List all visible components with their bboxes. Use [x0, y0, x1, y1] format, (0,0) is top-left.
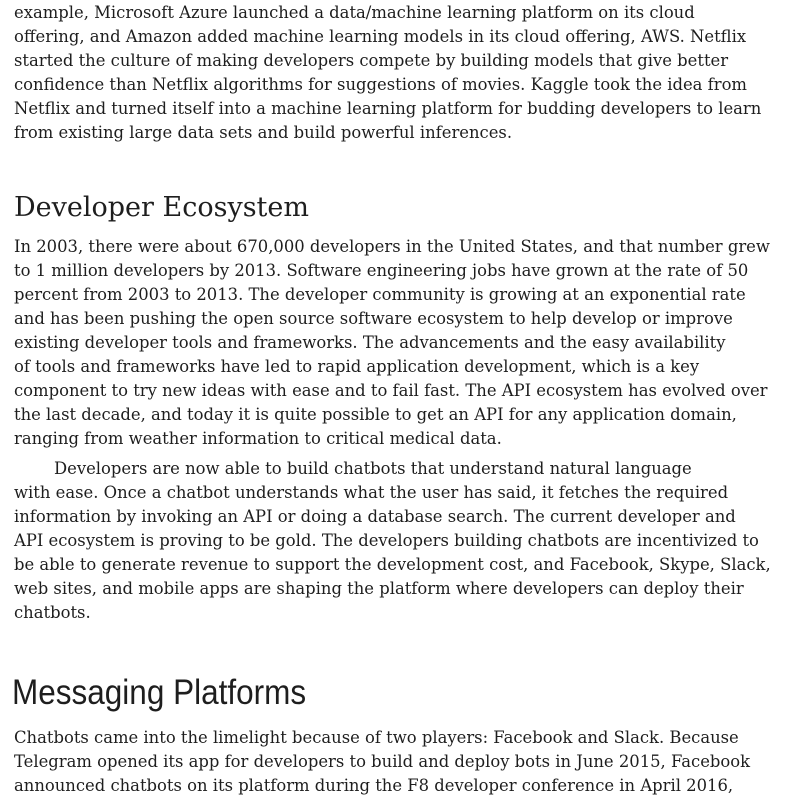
text-line: information by invoking an API or doing a database search. The current developer and: [14, 507, 736, 526]
text-line: component to try new ideas with ease and to fail fast. The API ecosystem has evolved over: [14, 381, 768, 400]
text-line: Chatbots came into the limelight because of two players: Facebook and Slack. Because: [14, 728, 739, 747]
text-line: web sites, and mobile apps are shaping the platform where developers can deploy their: [14, 579, 744, 598]
text-line: to 1 million developers by 2013. Software engineering jobs have grown at the rate of 50: [14, 261, 749, 280]
text-line: Netflix and turned itself into a machine learning platform for budding developers to learn: [14, 99, 762, 118]
text-line: percent from 2003 to 2013. The developer community is growing at an exponential rate: [14, 285, 746, 304]
text-line: In 2003, there were about 670,000 developers in the United States, and that number grew: [14, 237, 770, 256]
section-heading-messaging-platforms: Messaging Platforms: [12, 673, 307, 712]
text-line: the last decade, and today it is quite possible to get an API for any application domain,: [14, 405, 737, 424]
text-line: API ecosystem is proving to be gold. The developers building chatbots are incentivized to: [14, 531, 759, 550]
text-line: ranging from weather information to critical medical data.: [14, 429, 502, 448]
text-line: from existing large data sets and build powerful inferences.: [14, 123, 513, 142]
text-line: be able to generate revenue to support the development cost, and Facebook, Skype, Slack,: [14, 555, 771, 574]
text-line: and has been pushing the open source software ecosystem to help develop or improve: [14, 309, 733, 328]
text-line: announced chatbots on its platform during the F8 developer conference in April 2016,: [14, 776, 734, 795]
text-line: with ease. Once a chatbot understands what the user has said, it fetches the required: [14, 483, 729, 502]
text-line: existing developer tools and frameworks. The advancements and the easy availability: [14, 333, 726, 352]
text-line: example, Microsoft Azure launched a data/machine learning platform on its cloud: [14, 3, 695, 22]
text-line: Telegram opened its app for developers to build and deploy bots in June 2015, Facebook: [14, 752, 751, 771]
text-line: Developers are now able to build chatbots that understand natural language: [54, 459, 692, 478]
text-line: confidence than Netflix algorithms for suggestions of movies. Kaggle took the idea from: [14, 75, 747, 94]
text-line: of tools and frameworks have led to rapid application development, which is a key: [14, 357, 700, 376]
section-heading-developer-ecosystem: Developer Ecosystem: [14, 192, 309, 223]
text-line: offering, and Amazon added machine learning models in its cloud offering, AWS. Netflix: [14, 27, 747, 46]
text-line: started the culture of making developers compete by building models that give better: [14, 51, 729, 70]
text-line: chatbots.: [14, 603, 91, 622]
